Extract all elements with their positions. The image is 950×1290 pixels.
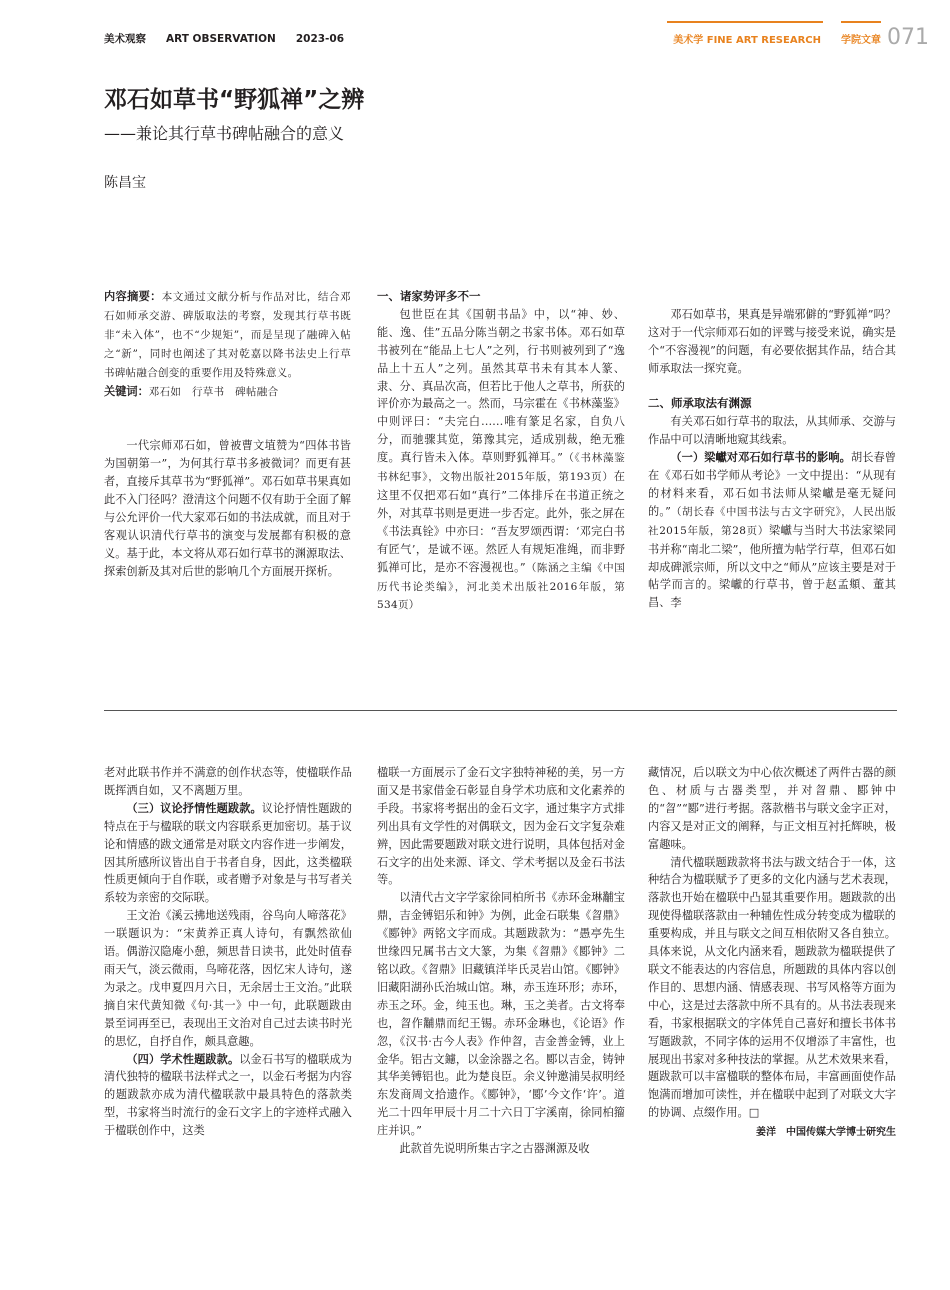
lower-column-3 bbox=[648, 764, 896, 1142]
intro-paragraph: 一代宗师邓石如，曾被曹文埴赞为“四体书皆为国朝第一”，为何其行草书多被微词？而更有甚者，直接斥其草书为“野狐禅”。邓石如草书果真如此不入门径吗？澄清这个问题不仅有助于全面了解与公允评价一代大家邓石如的书法成就，而且对于客观认识清代行草书的演变与发展都有积极的意义。基于此，本文将从邓石如行草书的渊源取法、探索创新及其对后世的影响几个方面展开探析。 bbox=[104, 439, 351, 578]
paragraph: 此款首先说明所集古字之古器渊源及收 bbox=[399, 1142, 590, 1156]
abstract-label: 内容摘要： bbox=[104, 290, 162, 303]
section2-paragraph-1: 有关邓石如行草书的取法，从其师承、交游与作品中可以清晰地窥其线索。 bbox=[648, 415, 896, 447]
paragraph: 藏情况，后以联文为中心依次概述了两件古器的颜色、材质与古器类型，并对曶鼎、郾钟中的“曶”“郾”进行考据。落款楷书与联文金字正对，内容又是对正文的阐释，与正文相互衬托辉映，极富趣味。 bbox=[648, 766, 896, 851]
journal-name-cn: 美术观察 bbox=[104, 33, 146, 45]
keywords-text: 邓石如 行草书 碑帖融合 bbox=[148, 385, 279, 398]
paragraph: 清代楹联题跋款将书法与跋文结合于一体，这种结合为楹联赋予了更多的文化内涵与艺术表现，落款也开始在楹联中凸显其重要作用。题跋款的出现使得楹联落款由一种辅佐性成分转变成为楹联的重要构成，并且与联文之间互相依附又各自独立。具体来说，从文化内涵来看，题跋款为楹联提供了联文不能表达的内容信息，所题跋的具体内容以创作目的、思想内涵、情感表现、书写风格等方面为中心，这是过去落款中所不具有的。从书法表现来看，书家根据联文的字体凭自己喜好和擅长书体书写题跋款，不同字体的运用不仅增添了丰富性，也展现出书家对多种技法的掌握。从艺术效果来看，题跋款可以丰富楹联的整体布局，丰富画面使作品饱满而增加可读性，并在楹联中起到了对联文大字的协调、点缀作用。□ bbox=[648, 855, 896, 1120]
section1-heading: 一、诸家势评多不一 bbox=[377, 289, 481, 303]
abstract-text: 本文通过文献分析与作品对比，结合邓石如师承交游、碑版取法的考察，发现其行草书既非“未入体”，也不“少规矩”，而是呈现了融碑入帖之“新”，同时也阐述了其对乾嘉以降书法史上行草书碑帖融合创变的重要作用及特殊意义。 bbox=[104, 291, 351, 379]
section1-paragraph-3: 邓石如草书，果真是异端邪僻的“野狐禅”吗？这对于一代宗师邓石如的评骘与接受来说，确实是个“不容漫视”的问题，有必要依据其作品，结合其师承取法一探究竟。 bbox=[648, 307, 896, 375]
subheading: （一）梁巘对邓石如行草书的影响。 bbox=[670, 451, 851, 465]
running-header-right bbox=[667, 22, 929, 50]
lower-column-1 bbox=[104, 764, 352, 1140]
keywords bbox=[104, 383, 351, 402]
citation: （胡长春《中国书法与古文字研究》，人民出版社2015年版，第28页） bbox=[648, 505, 896, 537]
paragraph: 楹联一方面展示了金石文字独特神秘的美，另一方面又是书家借金石彰显自身学术功底和文化素养的手段。书家将考据出的金石文字，通过集字方式排列出具有文学性的对偶联文，因为金石文字复杂难辨，因此需要题跋对联文进行说明，具体包括对金石文字的出处来源、译文、学术考据以及金石书法等。 bbox=[377, 766, 625, 887]
paragraph: （三）议论抒情性题跋款。议论抒情性题跋的特点在于与楹联的联文内容联系更加密切。基于议论和情感的跋文通常是对联文内容作进一步阐发，因其所感所议皆出自于书者自身，因此，这类楹联性质更倾向于自作联，或者赠予对象是与书写者关系较为亲密的交际联。 bbox=[104, 801, 352, 905]
issue-number: 2023-06 bbox=[295, 33, 345, 45]
upper-column-1 bbox=[104, 288, 351, 580]
paragraph: 老对此联书作并不满意的创作状态等，使楹联作品既挥洒自如，又不离题万里。 bbox=[104, 766, 352, 797]
section2-heading: 二、师承取法有渊源 bbox=[648, 396, 752, 411]
section1-paragraph-1: 包世臣在其《国朝书品》中，以“神、妙、能、逸、佳”五品分陈当朝之书家书体。邓石如草书被列在“能品上七人”之列，行书则被列到了“逸品上十五人”之列。虽然其草书未有其本人篆、隶、分、真品次高，但若比于他人之草书，所获的评价亦为最高之一。然而，马宗霍在《书林藻鉴》中则评曰：“夫完白……唯有篆足名家，自负八分，而驰骤其览，第豫其完，适成别裁，绝无雅度。真行皆未入体。草则野狐禅耳。”（《书林藻鉴 书林纪事》，文物出版社2015年版，第193页）在这里不仅把邓石如“真行”二体排斥在书道正统之外，对其草书则是更进一步否定。此外，张之屏在《书法真铨》中亦曰：“吾友罗颂西谓：‘邓完白书有匠气’，是诚不诬。然匠人有规矩准绳，而非野狐禅可比，是亦不容漫视也。”（陈涵之主编《中国历代书论类编》，河北美术出版社2016年版，第534页） bbox=[377, 307, 625, 612]
article-author: 陈昌宝 bbox=[104, 175, 146, 191]
citation: （陈涵之主编《中国历代书论类编》，河北美术出版社2016年版，第534页） bbox=[377, 561, 625, 612]
lower-column-2 bbox=[377, 764, 625, 1158]
article-subtitle: ——兼论其行草书碑帖融合的意义 bbox=[104, 124, 345, 143]
journal-name-en: ART OBSERVATION bbox=[166, 33, 276, 45]
upper-column-2 bbox=[377, 288, 625, 615]
section-tag: 学院文章 bbox=[841, 21, 881, 50]
subheading: （四）学术性题跋款。 bbox=[126, 1052, 240, 1066]
paragraph: （四）学术性题跋款。以金石书写的楹联成为清代独特的楹联书法样式之一，以金石考据为内容的题跋款亦成为清代楹联款中最具特色的落款类型，书家将当时流行的金石文字上的字迹样式融入于楹联创作中，这类 bbox=[104, 1052, 352, 1138]
paragraph: 以清代古文字学家徐同柏所书《赤环金琳黼宝鼎，吉金镈铝乐和钟》为例，此金石联集《曶鼎》《郾钟》两铭文字而成。其题跋款为：“愚亭先生世缘四兄属书古文大篆，为集《曶鼎》《郾钟》二铭以政。《曶鼎》旧藏镇洋毕氏灵岩山馆。《郾钟》旧藏阳湖孙氏治城山馆。琳，赤玉连环形；赤环，赤玉之环。金，纯玉也。琳，玉之美者。古文将奉也，曶作黼鼎而纪王锡。赤环金琳也，《论语》作忽，《汉书·古今人表》作仲曶，吉金善金镈，业上金华。铝古文鑢，以金涂器之名。郾以吉金，铸钟其华美镈铝也。此为楚良臣。余义钟邀浦吴叔明经东发商周文拾遗作。《郾钟》，‘郾’今文作‘许’。道光二十四年甲辰十月二十六日丁字溪南，徐同柏籀庄并识。” bbox=[377, 891, 625, 1138]
subheading: （三）议论抒情性题跋款。 bbox=[126, 801, 262, 815]
abstract bbox=[104, 288, 351, 383]
upper-column-3 bbox=[648, 288, 896, 612]
author-signature: 姜洋 中国传媒大学博士研究生 bbox=[756, 1127, 896, 1139]
article-title: 邓石如草书“野狐禅”之辨 bbox=[104, 87, 365, 113]
column-tag: 美术学 FINE ART RESEARCH bbox=[667, 21, 823, 50]
citation: （《书林藻鉴 书林纪事》，文物出版社2015年版，第193页） bbox=[377, 452, 625, 484]
keywords-label: 关键词： bbox=[104, 384, 149, 398]
page-divider bbox=[104, 710, 897, 711]
section2-paragraph-2: （一）梁巘对邓石如行草书的影响。胡长春曾在《邓石如书学师从考论》一文中提出：“从现有的材料来看，邓石如书法师从梁巘是毫无疑问的。”（胡长春《中国书法与古文字研究》，人民出版社2015年版，第28页）梁巘与当时大书法家梁同书并称“南北二梁”，他所擅为帖学行草，但邓石如却成碑派宗师，所以文中之“师从”应该主要是对于帖学而言的。梁巘的行草书，曾于赵孟頫、董其昌、李 bbox=[648, 451, 896, 610]
page-number: 071 bbox=[887, 25, 929, 50]
running-header-left bbox=[104, 31, 364, 46]
paragraph: 王文治《溪云拂地送残雨，谷鸟向人啼落花》一联题识为：“宋黄养正真人诗句，有飘然欲仙语。偶游汉隐庵小憩，频思昔日读书，此处时值春雨天气，淡云微雨，鸟啼花落，因忆宋人诗句，遂为录之。戊申夏四月六日，无余居士王文治。”此联摘自宋代黄知微《句·其一》中一句，此联题跋由景至词再至已，表现出王文治对自己过去读书时光的思忆，自抒自作，颇具意趣。 bbox=[104, 909, 352, 1048]
